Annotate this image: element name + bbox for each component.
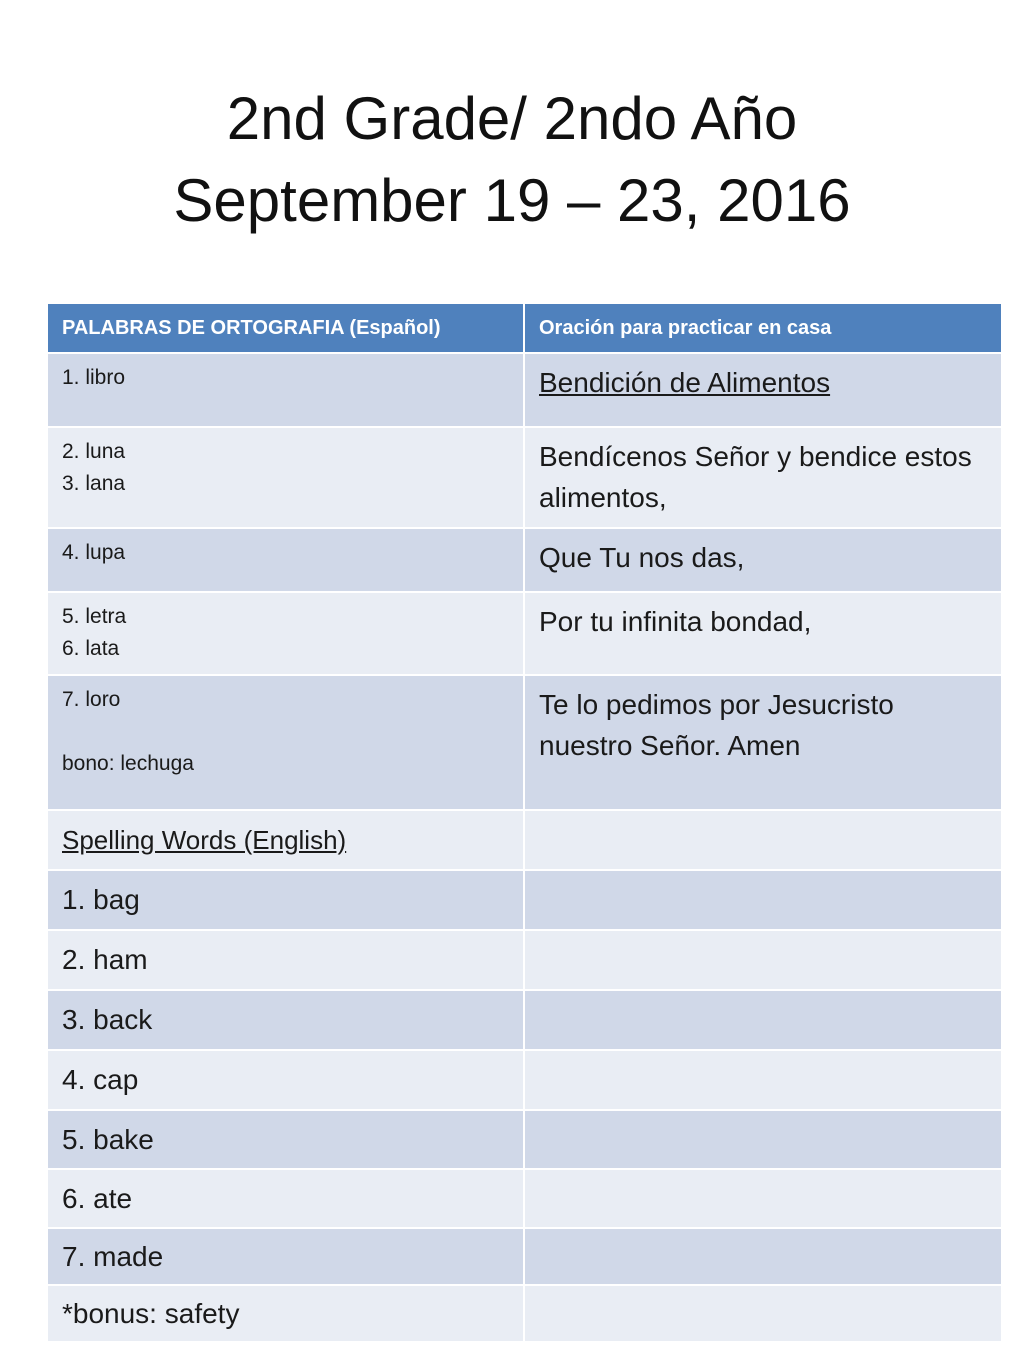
title-line-2: September 19 – 23, 2016: [173, 167, 851, 234]
spanish-word: 7. loro: [62, 688, 121, 711]
english-word: 5. bake: [47, 1110, 524, 1169]
english-word: 3. back: [47, 990, 524, 1050]
spanish-word: 1. libro: [62, 366, 126, 389]
table-row: [47, 1050, 1002, 1110]
table-row: [47, 930, 1002, 990]
empty-cell: [524, 1285, 1002, 1342]
english-word: 2. ham: [47, 930, 524, 990]
english-word: 4. cap: [47, 1050, 524, 1110]
spanish-words-cell: [47, 592, 524, 675]
spanish-word: 6. lata: [62, 637, 120, 660]
empty-cell: [524, 810, 1002, 870]
prayer-cell: Te lo pedimos por Jesucristo nuestro Señor. Amen: [524, 675, 1002, 810]
table-row: [47, 1169, 1002, 1228]
spanish-word: 3. lana: [62, 472, 126, 495]
table-header-row: [47, 303, 1002, 353]
spanish-word: 4. lupa: [62, 541, 126, 564]
table-row: [47, 528, 1002, 592]
prayer-title: Bendición de Alimentos: [539, 367, 831, 398]
english-header: Spelling Words (English): [62, 824, 347, 855]
table-row: [47, 675, 1002, 810]
spanish-words-cell: [47, 675, 524, 810]
empty-cell: [524, 870, 1002, 930]
prayer-cell: Bendícenos Señor y bendice estos alimentos,: [524, 427, 1002, 528]
empty-cell: [524, 1050, 1002, 1110]
empty-cell: [524, 1110, 1002, 1169]
table-row: [47, 427, 1002, 528]
table-row: [47, 990, 1002, 1050]
spanish-words-cell: [47, 427, 524, 528]
table-row: [47, 353, 1002, 427]
table-row: [47, 810, 1002, 870]
page-title: [0, 78, 1024, 242]
spanish-bonus-word: bono: lechuga: [62, 752, 194, 775]
english-header-cell: [47, 810, 524, 870]
spanish-words-cell: [47, 353, 524, 427]
prayer-cell: Que Tu nos das,: [524, 528, 1002, 592]
english-word: 1. bag: [47, 870, 524, 930]
table-row: [47, 870, 1002, 930]
title-line-1: 2nd Grade/ 2ndo Año: [226, 85, 798, 152]
table-row: [47, 592, 1002, 675]
table-row: [47, 1228, 1002, 1285]
spanish-word: 2. luna: [62, 440, 126, 463]
header-spanish-words: PALABRAS DE ORTOGRAFIA (Español): [47, 303, 524, 353]
header-prayer: Oración para practicar en casa: [524, 303, 1002, 353]
spelling-table: [46, 302, 1003, 1343]
prayer-cell: [524, 353, 1002, 427]
table-row: [47, 1285, 1002, 1342]
english-word: 7. made: [47, 1228, 524, 1285]
prayer-cell: Por tu infinita bondad,: [524, 592, 1002, 675]
empty-cell: [524, 1169, 1002, 1228]
table-row: [47, 1110, 1002, 1169]
spanish-word: 5. letra: [62, 605, 127, 628]
spanish-words-cell: [47, 528, 524, 592]
english-word: 6. ate: [47, 1169, 524, 1228]
empty-cell: [524, 930, 1002, 990]
english-bonus-word: *bonus: safety: [47, 1285, 524, 1342]
empty-cell: [524, 1228, 1002, 1285]
empty-cell: [524, 990, 1002, 1050]
